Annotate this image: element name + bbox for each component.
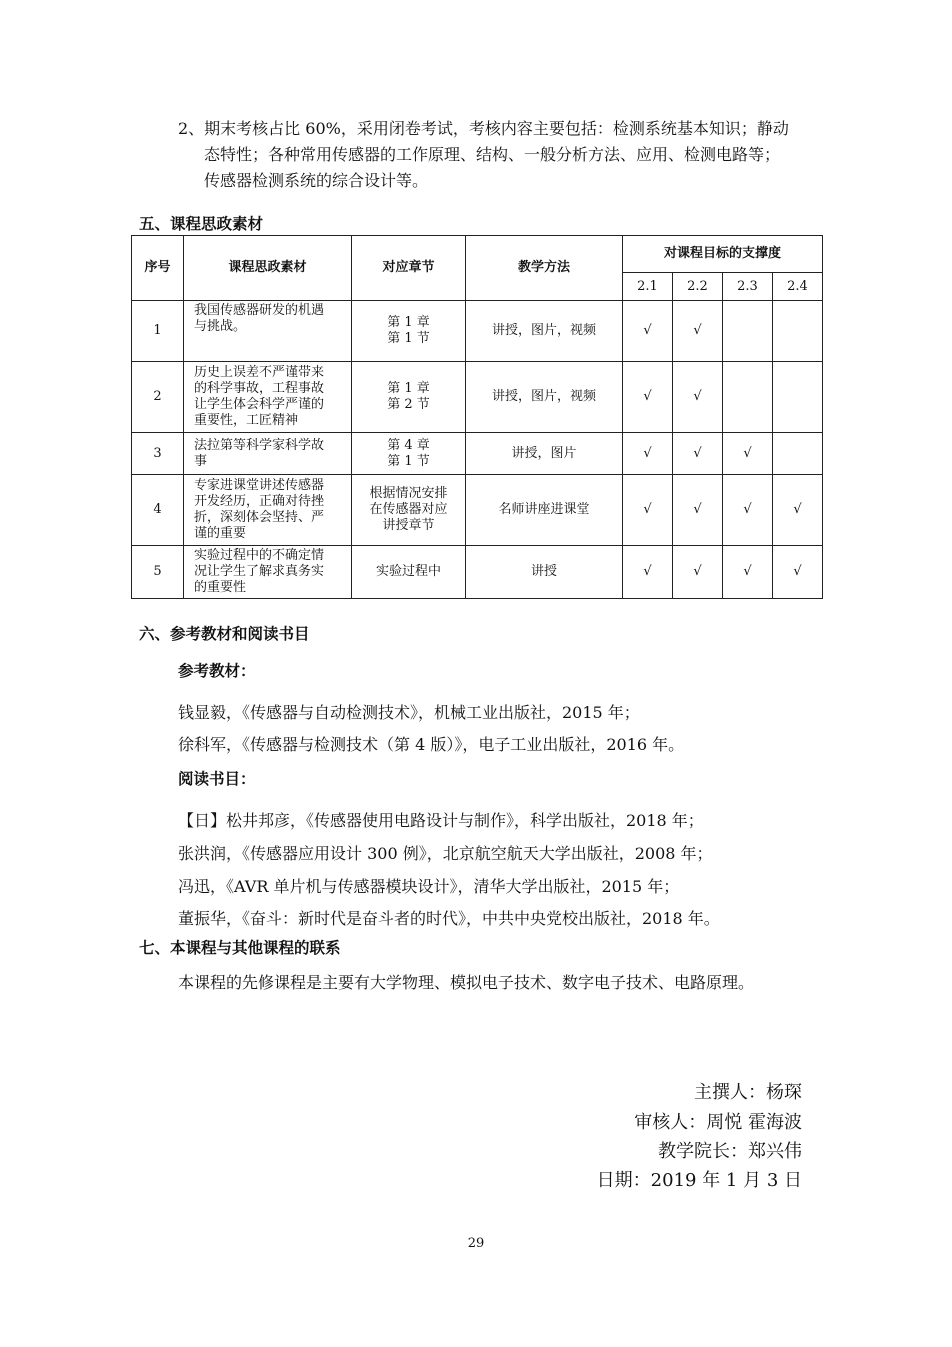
table-row: [132, 546, 823, 599]
row-method: 讲授，图片: [466, 433, 623, 475]
header-goal-2-3: 2.3: [723, 273, 773, 301]
row-method: 名师讲座进课堂: [466, 475, 623, 546]
assessment-line-3: 传感器检测系统的综合设计等。: [204, 171, 429, 190]
row-mark-2-1: √: [623, 475, 673, 546]
assessment-line-1: 2、期末考核占比 60%，采用闭卷考试，考核内容主要包括：检测系统基本知识；静动: [178, 119, 789, 138]
signature-dean: 教学院长：郑兴伟: [658, 1141, 802, 1162]
row-no: 3: [132, 433, 184, 475]
assessment-line-2: 态特性；各种常用传感器的工作原理、结构、一般分析方法、应用、检测电路等；: [204, 145, 781, 164]
row-mark-2-4: √: [773, 546, 823, 599]
textbook-item: 徐科军，《传感器与检测技术（第 4 版）》，电子工业出版社，2016 年。: [178, 735, 685, 754]
material-line: 重要性，工匠精神: [194, 413, 299, 428]
chapter-line: 根据情况安排: [369, 486, 448, 501]
reading-item: 冯迅，《AVR 单片机与传感器模块设计》，清华大学出版社，2015 年；: [178, 877, 680, 896]
row-material: [184, 546, 352, 599]
signature-reviewer: 审核人：周悦 霍海波: [634, 1112, 802, 1133]
material-line: 事: [194, 453, 208, 469]
material-line: 我国传感器研发的机遇: [194, 303, 325, 318]
table-row: [132, 475, 823, 546]
row-mark-2-2: √: [673, 301, 723, 362]
assessment-item-2: [178, 116, 818, 194]
row-material: [184, 475, 352, 546]
row-mark-2-2: √: [673, 546, 723, 599]
reading-item: 张洪润，《传感器应用设计 300 例》，北京航空航天大学出版社，2008 年；: [178, 844, 713, 863]
material-line: 开发经历，正确对待挫: [194, 494, 325, 509]
header-goal-2-2: 2.2: [673, 273, 723, 301]
row-mark-2-4: [773, 433, 823, 475]
chapter-line: 第 4 章: [387, 437, 430, 453]
reading-item: 董振华，《奋斗：新时代是奋斗者的时代》，中共中央党校出版社，2018 年。: [178, 909, 720, 928]
reading-label: 阅读书目：: [178, 770, 256, 788]
row-mark-2-4: √: [773, 475, 823, 546]
chapter-line: 第 1 章: [387, 381, 430, 396]
table-row: [132, 433, 823, 475]
section-5-title: 五、课程思政素材: [139, 215, 264, 233]
material-line: 况让学生了解求真务实: [194, 564, 325, 579]
row-method: 讲授，图片，视频: [466, 362, 623, 433]
material-line: 历史上误差不严谨带来: [194, 365, 325, 380]
row-mark-2-1: √: [623, 362, 673, 433]
row-no: 2: [132, 362, 184, 433]
chapter-line: 第 2 节: [387, 397, 430, 412]
signature-author: 主撰人：杨琛: [694, 1082, 802, 1103]
table-row: [132, 362, 823, 433]
chapter-line: 第 1 节: [387, 453, 430, 469]
header-support: 对课程目标的支撑度: [623, 236, 823, 273]
row-material: [184, 362, 352, 433]
material-line: 让学生体会科学严谨的: [194, 397, 325, 412]
section-6-title: 六、参考教材和阅读书目: [139, 625, 310, 643]
material-line: 实验过程中的不确定情: [194, 548, 325, 563]
row-mark-2-2: √: [673, 433, 723, 475]
material-line: 的科学事故，工程事故: [194, 381, 325, 396]
material-line: 与挑战。: [194, 319, 247, 334]
row-mark-2-3: [723, 362, 773, 433]
row-mark-2-3: √: [723, 546, 773, 599]
row-material: [184, 433, 352, 475]
row-method: 讲授，图片，视频: [466, 301, 623, 362]
header-chapter: 对应章节: [352, 236, 466, 301]
header-goal-2-4: 2.4: [773, 273, 823, 301]
textbook-item: 钱显毅，《传感器与自动检测技术》，机械工业出版社，2015 年；: [178, 703, 640, 722]
material-line: 专家进课堂讲述传感器: [194, 478, 325, 493]
header-no: 序号: [132, 236, 184, 301]
header-material: 课程思政素材: [184, 236, 352, 301]
row-mark-2-1: √: [623, 301, 673, 362]
section-7-text: 本课程的先修课程是主要有大学物理、模拟电子技术、数字电子技术、电路原理。: [178, 973, 755, 992]
row-mark-2-1: √: [623, 433, 673, 475]
row-chapter: 实验过程中: [352, 546, 466, 599]
page-number: 29: [467, 1236, 485, 1251]
reading-item: 【日】松井邦彦，《传感器使用电路设计与制作》，科学出版社，2018 年；: [178, 811, 704, 830]
ideology-material-table: [131, 235, 823, 599]
chapter-line: 第 1 章: [387, 315, 430, 330]
signature-date: 日期：2019 年 1 月 3 日: [596, 1170, 802, 1191]
row-chapter: [352, 362, 466, 433]
chapter-line: 讲授章节: [382, 518, 435, 533]
textbooks-label: 参考教材：: [178, 662, 256, 680]
row-mark-2-2: √: [673, 475, 723, 546]
row-no: 4: [132, 475, 184, 546]
row-mark-2-2: √: [673, 362, 723, 433]
row-mark-2-4: [773, 362, 823, 433]
chapter-line: 在传感器对应: [369, 502, 448, 517]
chapter-line: 第 1 节: [387, 331, 430, 346]
row-chapter: [352, 475, 466, 546]
row-no: 1: [132, 301, 184, 362]
row-mark-2-3: √: [723, 433, 773, 475]
material-line: 法拉第等科学家科学故: [194, 437, 325, 453]
row-material: [184, 301, 352, 362]
header-method: 教学方法: [466, 236, 623, 301]
material-line: 谨的重要: [194, 526, 247, 541]
material-line: 的重要性: [194, 580, 247, 595]
row-mark-2-4: [773, 301, 823, 362]
section-7-title: 七、本课程与其他课程的联系: [139, 939, 341, 957]
row-mark-2-3: [723, 301, 773, 362]
row-mark-2-1: √: [623, 546, 673, 599]
table-row: [132, 301, 823, 362]
material-line: 折，深刻体会坚持、严: [194, 510, 325, 525]
row-chapter: [352, 433, 466, 475]
row-method: 讲授: [466, 546, 623, 599]
row-chapter: [352, 301, 466, 362]
row-mark-2-3: √: [723, 475, 773, 546]
header-goal-2-1: 2.1: [623, 273, 673, 301]
row-no: 5: [132, 546, 184, 599]
